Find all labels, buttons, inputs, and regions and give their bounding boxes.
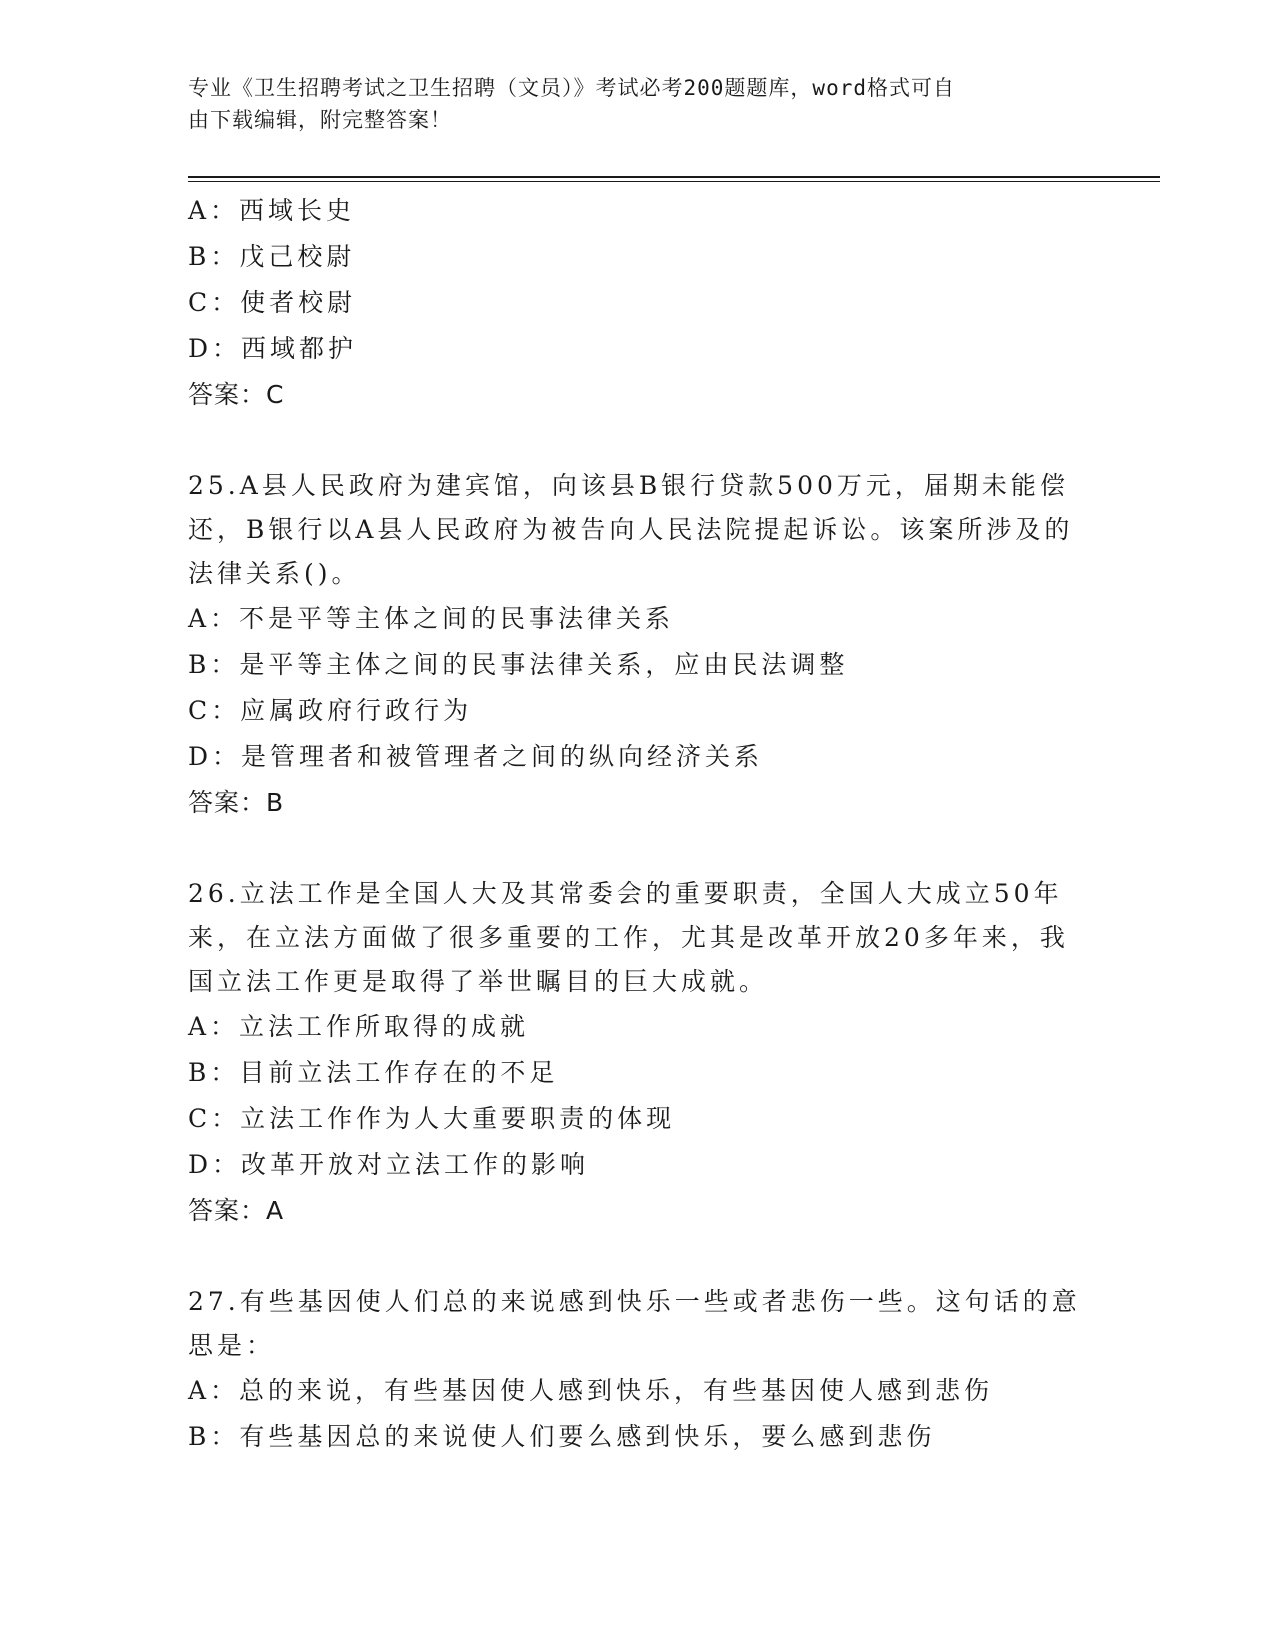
question-stem-line: 27.有些基因使人们总的来说感到快乐一些或者悲伤一些。这句话的意 [188, 1287, 1081, 1316]
spacer [188, 1234, 1088, 1280]
header-divider-thin [188, 181, 1160, 182]
question-stem-line: 25.A县人民政府为建宾馆，向该县B银行贷款500万元，届期未能偿 [188, 471, 1069, 500]
option-b: B：是平等主体之间的民事法律关系，应由民法调整 [188, 650, 849, 679]
answer: 答案：B [188, 788, 285, 817]
header-line-2: 由下载编辑，附完整答案！ [188, 108, 452, 132]
question-stem-line: 法律关系()。 [188, 559, 361, 588]
question-24 [188, 188, 1088, 418]
option-d: D：西域都护 [188, 334, 358, 363]
question-stem-line: 还，B银行以A县人民政府为被告向人民法院提起诉讼。该案所涉及的 [188, 515, 1074, 544]
option-d: D：是管理者和被管理者之间的纵向经济关系 [188, 742, 764, 771]
question-stem-line: 国立法工作更是取得了举世瞩目的巨大成就。 [188, 967, 769, 996]
header-divider-thick [188, 176, 1160, 178]
question-26 [188, 872, 1088, 1234]
option-c: C：使者校尉 [188, 288, 357, 317]
option-a: A：西域长史 [188, 196, 356, 225]
option-c: C：应属政府行政行为 [188, 696, 473, 725]
document-header [188, 72, 1088, 136]
question-stem-line: 来，在立法方面做了很多重要的工作，尤其是改革开放20多年来，我 [188, 923, 1069, 952]
option-a: A：总的来说，有些基因使人感到快乐，有些基因使人感到悲伤 [188, 1376, 994, 1405]
question-stem-line: 26.立法工作是全国人大及其常委会的重要职责，全国人大成立50年 [188, 879, 1063, 908]
option-b: B：有些基因总的来说使人们要么感到快乐，要么感到悲伤 [188, 1422, 936, 1451]
option-a: A：不是平等主体之间的民事法律关系 [188, 604, 675, 633]
spacer [188, 826, 1088, 872]
option-d: D：改革开放对立法工作的影响 [188, 1150, 590, 1179]
answer: 答案：C [188, 380, 285, 409]
answer: 答案：A [188, 1196, 285, 1225]
option-a: A：立法工作所取得的成就 [188, 1012, 530, 1041]
spacer [188, 418, 1088, 464]
header-line-1: 专业《卫生招聘考试之卫生招聘（文员）》考试必考200题题库，word格式可自 [188, 76, 955, 100]
option-b: B：目前立法工作存在的不足 [188, 1058, 559, 1087]
question-27 [188, 1280, 1088, 1460]
option-b: B：戊己校尉 [188, 242, 356, 271]
question-stem-line: 思是： [188, 1331, 276, 1360]
question-25 [188, 464, 1088, 826]
option-c: C：立法工作作为人大重要职责的体现 [188, 1104, 676, 1133]
question-list [188, 188, 1088, 1460]
